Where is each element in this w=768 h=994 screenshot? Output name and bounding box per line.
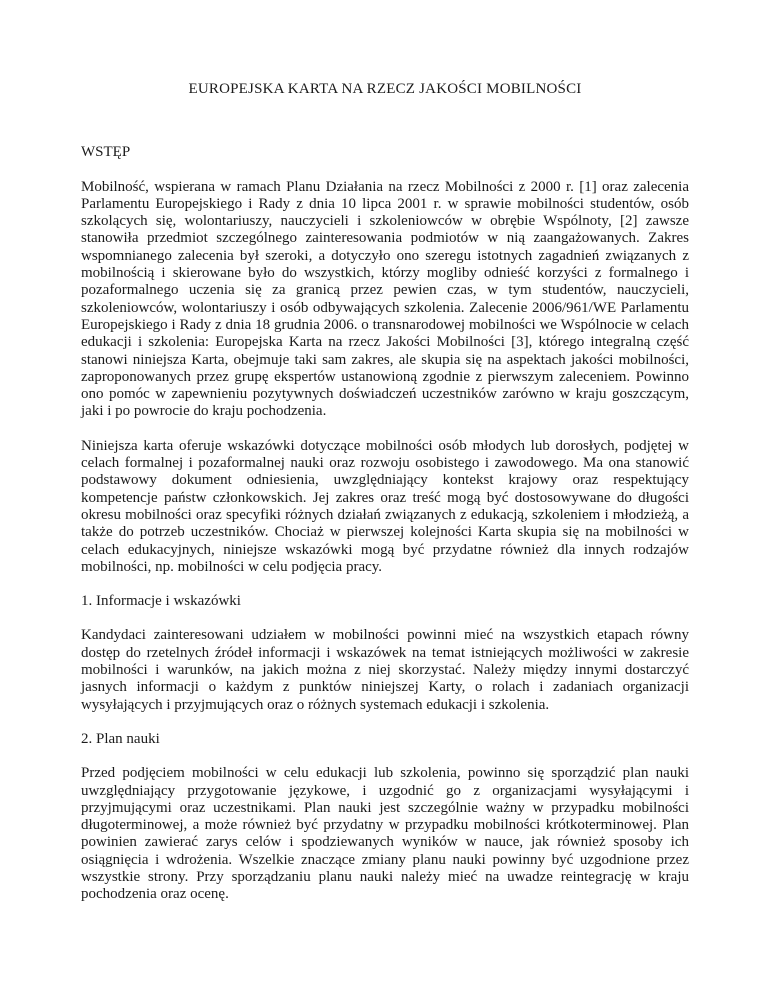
document-title: EUROPEJSKA KARTA NA RZECZ JAKOŚCI MOBILNOŚCI: [188, 81, 582, 97]
section-plan-nauki: [81, 731, 689, 904]
paragraph: Kandydaci zainteresowani udziałem w mobilności powinni mieć na wszystkich etapach równy dostęp do rzetelnych źródeł informacji i wskazówek na temat istniejących możliwości w zakresie mobilności i warunków, na jakich można z niej skorzystać. Należy między innymi dostarczyć jasnych informacji o każdym z punktów niniejszej Karty, o rolach i zadaniach organizacji wysyłających i przyjmujących oraz o różnych systemach edukacji i szkolenia.: [81, 627, 689, 713]
section-informacje-i-wskazowki: [81, 593, 689, 714]
section-wstep: [81, 144, 689, 576]
section-heading: WSTĘP: [81, 144, 131, 161]
paragraph: Przed podjęciem mobilności w celu edukacji lub szkolenia, powinno się sporządzić plan nauki uwzględniający przygotowanie językowe, i uzgodnić go z organizacjami wysyłającymi i przyjmującymi oraz uczestnikami. Plan nauki jest szczególnie ważny w przypadku mobilności długoterminowej, a może również być przydatny w przypadku mobilności krótkoterminowej. Plan powinien zawierać zarys celów i spodziewanych wyników w nauce, jak również sposoby ich osiągnięcia i wdrożenia. Wszelkie znaczące zmiany planu nauki powinny być uzgodnione przez wszystkie strony. Przy sporządzaniu planu nauki należy mieć na uwadze reintegrację w kraju pochodzenia oraz ocenę.: [81, 765, 689, 903]
paragraph: Mobilność, wspierana w ramach Planu Działania na rzecz Mobilności z 2000 r. [1] oraz zalecenia Parlamentu Europejskiego i Rady z dnia 10 lipca 2001 r. w sprawie mobilności studentów, osób szkolących się, wolontariuszy, nauczycieli i szkoleniowców w obrębie Wspólnoty, [2] zawsze stanowiła przedmiot szczególnego zainteresowania podmiotów w nią zaangażowanych. Zakres wspomnianego zalecenia był szeroki, a dotyczyło ono szeregu istotnych zagadnień związanych z mobilnością i skierowane było do wszystkich, którzy mogliby odnieść korzyści z formalnego i pozaformalnego uczenia się za granicą przez pewien czas, w tym studentów, nauczycieli, szkoleniowców, wolontariuszy i osób odbywających szkolenia. Zalecenie 2006/961/WE Parlamentu Europejskiego i Rady z dnia 18 grudnia 2006. o transnarodowej mobilności we Wspólnocie w celach edukacji i szkolenia: Europejska Karta na rzecz Jakości Mobilności [3], którego integralną część stanowi niniejsza Karta, obejmuje taki sam zakres, ale skupia się na aspektach jakości mobilności, zaproponowanych przez grupę ekspertów ustanowioną zgodnie z pierwszym zaleceniem. Powinno ono pomóc w zapewnieniu pozytywnych doświadczeń uczestników zarówno w kraju goszczącym, jaki i po powrocie do kraju pochodzenia.: [81, 178, 689, 420]
section-heading: 2. Plan nauki: [81, 730, 160, 747]
section-heading: 1. Informacje i wskazówki: [81, 593, 241, 610]
paragraph: Niniejsza karta oferuje wskazówki dotyczące mobilności osób młodych lub dorosłych, podjętej w celach formalnej i pozaformalnej nauki oraz rozwoju osobistego i zawodowego. Ma ona stanowić podstawowy dokument odniesienia, uwzględniający kontekst krajowy oraz respektujący kompetencje państw członkowskich. Jej zakres oraz treść mogą być dostosowywane do długości okresu mobilności oraz specyfiki różnych działań związanych z edukacją, szkoleniem i młodzieżą, a także do potrzeb uczestników. Chociaż w pierwszej kolejności Karta skupia się na mobilności w celach edukacyjnych, niniejsze wskazówki mogą być przydatne również dla innych rodzajów mobilności, np. mobilności w celu podjęcia pracy.: [81, 437, 689, 575]
